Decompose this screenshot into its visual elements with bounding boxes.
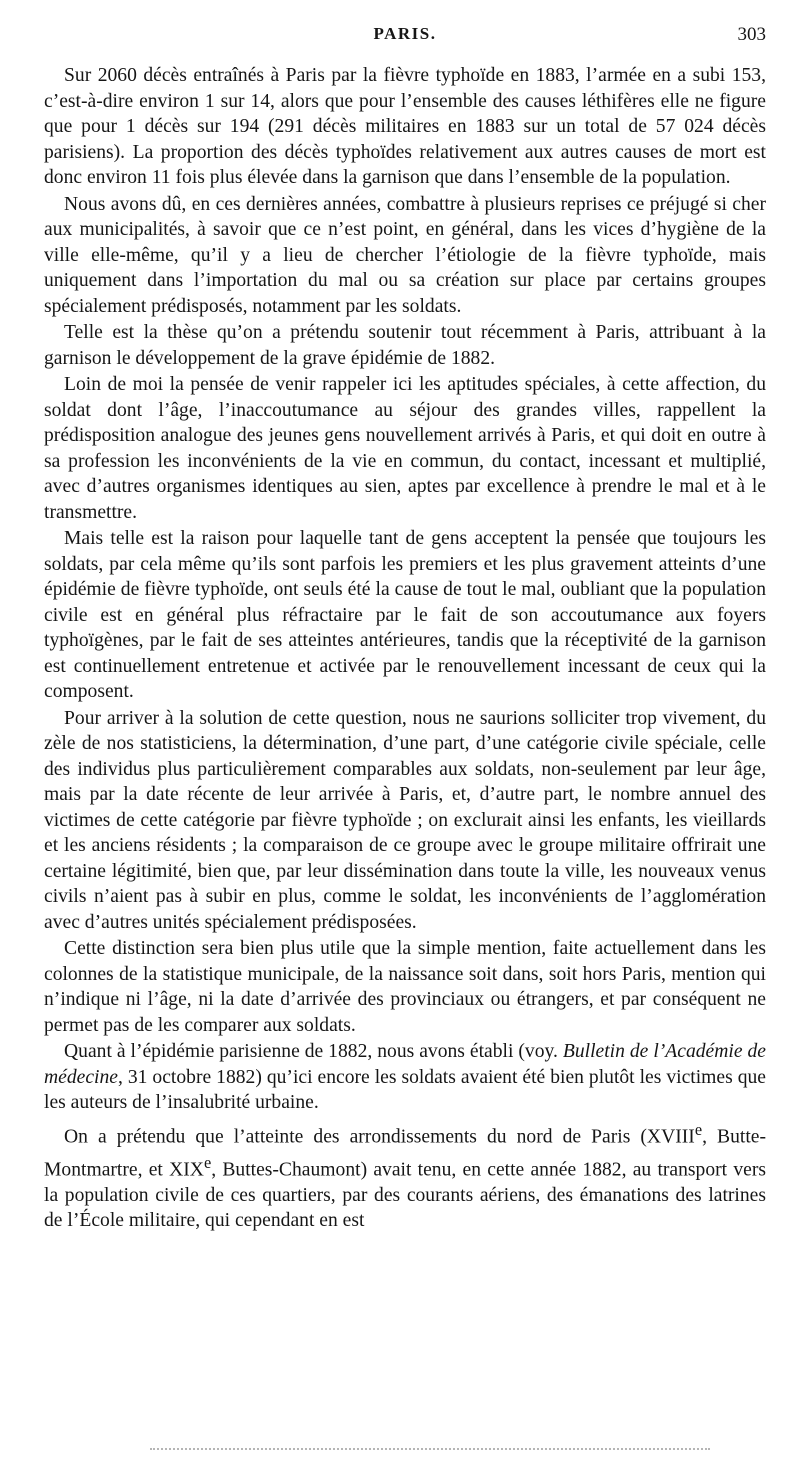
bleed-through-line [150,1448,710,1450]
running-title: PARIS. [373,24,437,43]
paragraph-9-superscript-1: e [694,1119,703,1139]
page-header [44,24,766,54]
paragraph-8-text-before: Quant à l’épidémie parisienne de 1882, nous avons établi (voy. [64,1041,563,1062]
paragraph-7: Cette distinction sera bien plus utile que la simple mention, faite actuellement dans les colonnes de la statistique municipale, de la naissance soit dans, soit hors Paris, mention qui n’indique ni l’âge, ni la date d’arrivée des provinciaux ou étrangers, et par conséquent ne permet pas de les comparer aux soldats. [44,938,766,1036]
paragraph-1: Sur 2060 décès entraînés à Paris par la fièvre typhoïde en 1883, l’armée en a subi 153, c’est-à-dire environ 1 sur 14, alors que pour l’ensemble des causes léthifères elle ne figure que pour 1 décès sur 194 (291 décès militaires en 1883 sur un total de 57 024 décès parisiens). La proportion des décès typhoïdes relativement aux autres causes de mort est donc environ 11 fois plus élevée dans la garnison que dans l’ensemble de la population. [44,65,766,188]
paragraph-2: Nous avons dû, en ces dernières années, combattre à plusieurs reprises ce préjugé si cher aux municipalités, à savoir que ce n’est point, en général, dans les vices d’hygiène de la ville elle-même, qu’il y a lieu de chercher l’étiologie de la fièvre typhoïde, mais uniquement dans l’importation du mal ou sa création sur place par certains groupes spécialement prédisposés, notamment par les soldats. [44,193,766,317]
body-text [44,63,766,1234]
paragraph-5: Mais telle est la raison pour laquelle tant de gens acceptent la pensée que toujours les soldats, par cela même qu’ils sont parfois les premiers et les plus gravement atteints d’une épidémie de fièvre typhoïde, ont seuls été la cause de tout le mal, oubliant que la population civile est en général plus réfractaire par le fait de son accoutumance aux foyers typhoïgènes, par le fait de ses atteintes antérieures, tandis que la réceptivité de la garnison est continuellement entretenue et activée par le renouvellement incessant de ceux qui la composent. [44,528,766,702]
paragraph-6: Pour arriver à la solution de cette question, nous ne saurions solliciter trop vivement, du zèle de nos statisticiens, la détermination, d’une part, d’une catégorie civile spéciale, celle des individus plus particulièrement comparables aux soldats, non-seulement par leur âge, mais par la date récente de leur arrivée à Paris, et, d’autre part, le nombre annuel des victimes de cette catégorie par fièvre typhoïde ; on exclurait ainsi les enfants, les vieillards et les anciens résidents ; la comparaison de ce groupe avec le groupe militaire offrirait une certaine légitimité, bien que, par leur dissémination dans toute la ville, les nouveaux venus civils n’aient pas à subir en plus, comme le soldat, les inconvénients de l’agglomération avec d’autres unités spécialement prédisposées. [44,707,766,933]
paragraph-3: Telle est la thèse qu’on a prétendu soutenir tout récemment à Paris, attribuant à la garnison le développement de la grave épidémie de 1882. [44,322,766,369]
paragraph-8 [44,1039,766,1116]
paragraph-8-text-after: , 31 octobre 1882) qu’ici encore les soldats avaient été bien plutôt les victimes que les auteurs de l’insalubrité urbaine. [44,1066,766,1113]
paragraph-8-citation: Bulletin de l’Académie de médecine [44,1041,766,1088]
paragraph-9-part-1: On a prétendu que l’atteinte des arrondissements du nord de Paris (XVIII [64,1126,695,1148]
paragraph-9 [44,1117,766,1234]
paragraph-9-part-3: , Buttes-Chaumont) avait tenu, en cette année 1882, au transport vers la population civile de ces quartiers, par des courants aériens, des émanations des latrines de l’École militaire, qui cependant en est [44,1159,766,1232]
page-number: 303 [737,24,766,45]
paragraph-9-superscript-2: e [203,1152,212,1172]
paragraph-9-part-2: , Butte-Montmartre, et XIX [44,1126,766,1181]
paragraph-4: Loin de moi la pensée de venir rappeler ici les aptitudes spéciales, à cette affection, du soldat dont l’âge, l’inaccoutumance au séjour des grandes villes, rappellent la prédisposition analogue des jeunes gens nouvellement arrivés à Paris, et qui doit en outre à sa profession les inconvénients de la vie en commun, du contact, incessant et multiplié, avec d’autres organismes identiques au sien, aptes par excellence à prendre le mal et à le transmettre. [44,374,766,523]
